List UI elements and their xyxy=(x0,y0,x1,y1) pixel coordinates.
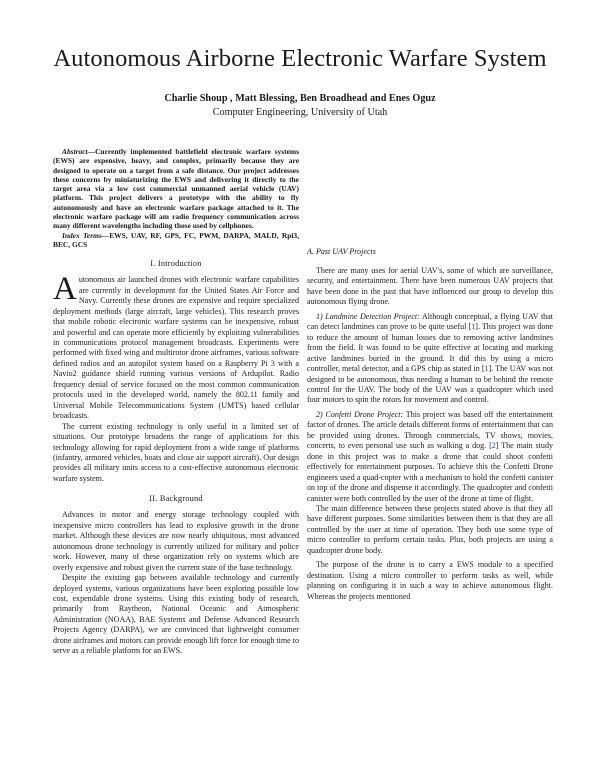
intro-paragraph-2: The current existing technology is only useful in a limited set of situations. Our prototype broadens the range of applications for this technology allowing for rapid deployment from a wide range of platforms (infantry, armored vehicles, boats and close air support aircraft). Our design provides all military units access to a cost-effective autonomous electronic warfare system. xyxy=(53,421,299,483)
past-uav-paragraph-1: There are many uses for aerial UAV's, some of which are surveillance, security, and entertainment. There have been numerous UAV projects that have been done in the past that have influenced our group to develop this autonomous flying drone. xyxy=(307,266,553,307)
landmine-project-title: 1) Landmine Detection Project: xyxy=(316,311,420,321)
intro-paragraph-1 xyxy=(53,271,299,421)
section-heading-background: II. Background xyxy=(149,494,203,504)
author-list: Charlie Shoup , Matt Blessing, Ben Broadhead and Enes Oguz xyxy=(164,93,436,104)
background-paragraph-2: Despite the existing gap between available technology and currently deployed systems, various organizations have been exploring possible low cost, expendable drone systems. Using this existing body of research, primarily from Raytheon, National Oceanic and Atmospheric Administration (NOAA), BAE Systems and Defense Advanced Research Projects Agency (DARPA), we are convinced that lightweight consumer drone airframes and motors can provide enough lift force for enough time to serve as a reliable platform for an EWS. xyxy=(53,573,299,656)
confetti-project-title: 2) Confetti Drone Project: xyxy=(316,409,404,419)
landmine-project-text-c: . The UAV was not designed to be autonomous, thus needing a human to be behind the remote control for the UAV. The body of the UAV was a quadcopter which used four motors to spin the rotors for movement and control. xyxy=(307,364,553,405)
right-column xyxy=(307,147,553,602)
citation-link-2[interactable]: [2] xyxy=(489,441,499,451)
background-paragraph-1: Advances in motor and energy storage technology coupled with inexpensive micro controllers has lead to explosive growth in the drone market. Although these devices are now nearly ubiquitous, most advanced autonomous drone technology is currently utilized for military and police work. However, many of these organization rely on systems which are overly expensive and robust given the current state of the base technology. xyxy=(53,510,299,572)
paper-title: Autonomous Airborne Electronic Warfare System xyxy=(53,45,547,72)
abstract-paragraph xyxy=(53,147,299,231)
abstract-label: Abstract xyxy=(62,147,88,156)
index-terms-paragraph xyxy=(53,231,299,250)
left-column xyxy=(53,147,299,657)
landmine-project-paragraph xyxy=(307,312,553,406)
citation-link-1[interactable]: [1] xyxy=(468,322,478,332)
comparison-paragraph: The main difference between these projects stated above is that they all have different purposes. Some similarities between them is that they are all controlled by the user at time of operation. They both use some type of micro controller to perform certain tasks. Plus, both projects are using a quadcopter drone body. xyxy=(307,503,553,555)
landmine-project-text-a: Although conceptual, a flying UAV that can detect landmines can prove to be quite useful xyxy=(307,311,554,332)
confetti-project-text-a: This project was based off the entertainment factor of drones. The article details different forms of entertainment that can be provided using drones. Through commercials, TV shows, movies, concerts, to even personal use such as walking a dog. xyxy=(307,409,553,451)
abstract-text: —Currently implemented battlefield electronic warfare systems (EWS) are expensive, heavy, and complex, primarily because they are designed to operate on a target from a safe distance. Our project addresses these concerns by miniaturizing the EWS and delivering it directly to the target area via a low cost commercial unmanned aerial vehicle (UAV) platform. This project delivers a prototype with the ability to fly autonomously and have an electronic warfare package attached to it. The electronic warfare package will am radio frequency communication across many different wavelengths including those used by cellphones. xyxy=(53,147,299,231)
landmine-project-text-b: . This project was done to reduce the amount of human losses due to removing active landmines from the field. It was found to be quite effective at locating and marking active landmines buried in the ground. It did this by using a micro controller, metal detector, and a GPS chip as stated in xyxy=(307,322,553,374)
index-terms-text: —EWS, UAV, RF, GPS, FC, PWM, DARPA, MALD, Rpi3, BEC, GCS xyxy=(53,230,299,249)
intro-paragraph-1-text: utonomous air launched drones with electronic warfare capabilities are currently in development for the United States Air Force and Navy. Currently these drones are expensive and require specialized deployment methods (large aircraft, large vehicles). This research proves that mobile robotic electronic warfare systems can be inexpensive, robust and powerful and can operate more efficiently by exploiting vulnerabilities in communications protocol management broadcasts. Experiments were performed with fixed wing and multirotor drone airframes, various software defined radios and an autopilot system based on a Raspberry Pi 3 with a Navio2 guidance shield running various versions of Ardupilot. Radio frequency denial of service focused on the most common communication protocols used in the developed world, namely the 802.11 family and Universal Mobile Telecommunications System (UMTS) based cellular broadcasts. xyxy=(53,275,299,421)
confetti-project-paragraph xyxy=(307,410,553,504)
drop-cap: A xyxy=(53,271,77,308)
confetti-project-text-b: The main study done in this project was to make a drone that could shoot confetti effectively for entertainment purposes. To achieve this the Confetti Drone engineers used a quad-copter with a mechanism to hold the confetti canister on top of the drone and dispense it accordingly. The quadcopter and confetti canister were both controlled by the user of the drone at time of flight. xyxy=(307,441,553,503)
affiliation: Computer Engineering, University of Utah xyxy=(212,107,388,118)
subsection-heading-past-uav-projects: A. Past UAV Projects xyxy=(307,247,376,256)
index-terms-label: Index Terms xyxy=(62,230,102,240)
citation-link-1b[interactable]: [1] xyxy=(481,364,492,374)
purpose-paragraph: The purpose of the drone is to carry a EWS module to a specified destination. Using a micro controller to perform tasks as well, while planning on configuring it in such a way to achieve autonomous flight. Whereas the projects mentioned xyxy=(307,560,553,601)
section-heading-introduction: I. Introduction xyxy=(150,259,202,269)
